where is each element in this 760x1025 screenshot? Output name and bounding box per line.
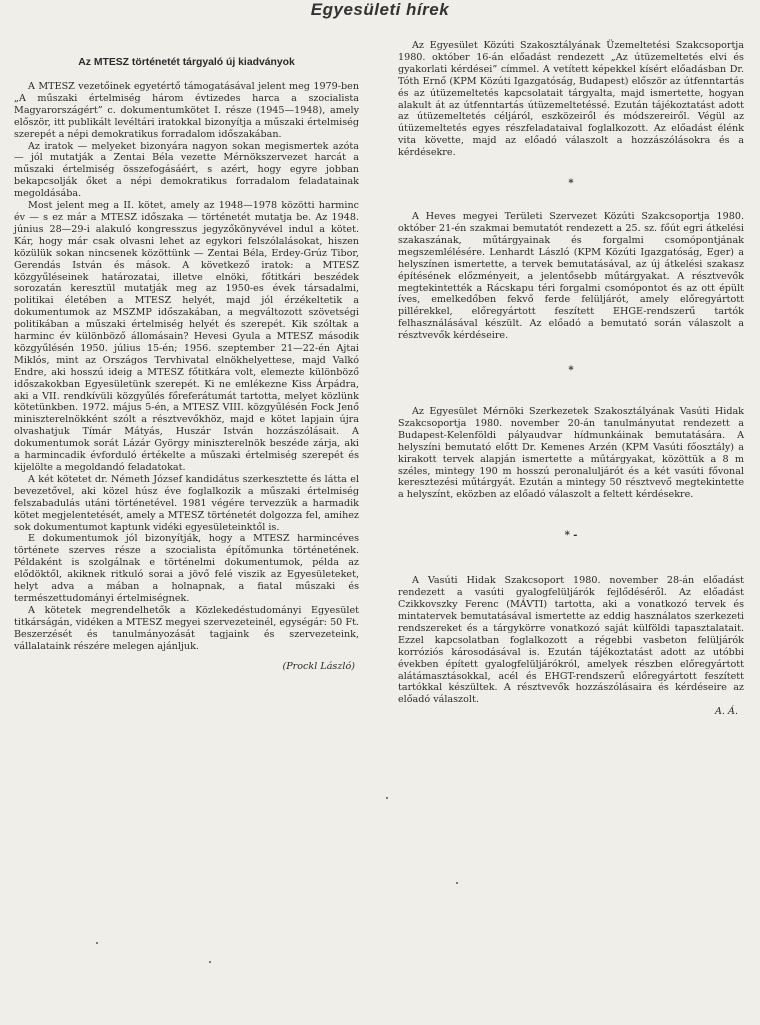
print-speck xyxy=(386,797,388,799)
left-column xyxy=(14,57,359,672)
paragraph: A kötetek megrendelhetők a Közlekedéstudományi Egyesület titkárságán, vidéken a MTESZ megyei szervezeteinél, egységár: 50 Ft. Beszerzését és tanulmányozását tagjaink és szervezeteink, vállalataink részére melegen ajánljuk. xyxy=(14,604,359,652)
paragraph: E dokumentumok jól bizonyítják, hogy a MTESZ harmincéves története szerves része a szocialista építőmunka történetének. Példaként is szolgálnak e történelmi dokumentumok, példa az elődöktől, akiknek ritkuló sorai a jövő felé viszik az Egyesületeket, helyt adva a mában a holnapnak, a fiatal műszaki és természettudományi értelmiségnek. xyxy=(14,533,359,604)
paragraph: A két kötetet dr. Németh József kandidátus szerkesztette és látta el bevezetővel, aki közel húsz éve foglalkozik a műszaki értelmiség felszabadulás utáni történetével. 1981 végére tervezzük a harmadik kötet megjelentetését, amely a MTESZ történetét dolgozza fel, amihez sok dokumentumot kaptunk vidéki egyesületeinktől is. xyxy=(14,473,359,533)
news-item: Az Egyesület Mérnöki Szerkezetek Szakosztályának Vasúti Hidak Szakcsoportja 1980. november 20-án tanulmányutat rendezett a Budapest-Kelenföldi pályaudvar hídmunkáinak bemutatására. A helyszíni bemutató előtt Dr. Kemenes Arzén (KPM Vasúti főosztály) a kirakott tervek alapján ismertette a műtárgyakat, közöttük a 8 m széles, mintegy 190 m hosszú peronaluljárót és a két vasúti fővonal keresztezési műtárgyát. Ezután a mintegy 50 résztvevő megtekintette a helyszínt, eközben az előadó válaszolt a feltett kérdésekre. xyxy=(398,406,744,501)
page-header xyxy=(0,0,760,22)
print-speck xyxy=(96,942,98,944)
print-speck xyxy=(209,961,211,963)
separator: * xyxy=(568,178,574,190)
news-item: A Heves megyei Területi Szervezet Közúti Szakcsoportja 1980. október 21-én szakmai bemutatót rendezett a 25. sz. főút egri átkelési szakaszának, műtárgyainak és forgalmi csomópontjának megszemlélésére. Lenhardt László (KPM Közúti Igazgatóság, Eger) a helyszínen ismertette, a tervek bemutatásával, az új átkelési szakasz építésének előzményeit, a jelentősebb műtárgyakat. A résztvevők megtekintették a Rácskapu téri forgalmi csomópontot és az ott épült íves, emelkedőben fekvő ferde felüljárót, amely előregyártott pillérekkel, előregyártott feszített EHGE-rendszerű tartók felhasználásával készült. Az előadó a bemutató során válaszolt a résztvevők kérdéseire. xyxy=(398,211,744,342)
paragraph: Az iratok — melyeket bizonyára nagyon sokan megismertek azóta — jól mutatják a Zentai Béla vezette Mérnökszervezet harcát a műszaki értelmiség összefogásáért, s azért, hogy egyre jobban bekapcsolják őket a népi demokratikus forradalom feladatainak megoldásába. xyxy=(14,140,359,200)
news-item: Az Egyesület Közúti Szakosztályának Üzemeltetési Szakcsoportja 1980. október 16-án előadást rendezett „Az útüzemeltetés elvi és gyakorlati kérdései” címmel. A vetített képekkel kísért előadásban Dr. Tóth Ernő (KPM Közúti Igazgatóság, Budapest) először az útfenntartás és az útüzemeltetés kapcsolatait tárgyalta, majd ismertette, hogyan alakult át az útfenntartás útüzemeltetéssé. Ezután tájékoztatást adott az útüzemeltetés céljáról, eszközeiről és módszereiről. Végül az útüzemeltetés egyes részfeladataival foglalkozott. Az előadást élénk vita követte, majd az előadó válaszolt a hozzászólásokra és a kérdésekre. xyxy=(398,40,744,159)
print-speck xyxy=(456,882,458,884)
author-signature: (Prockl László) xyxy=(282,660,355,672)
news-item: A Vasúti Hidak Szakcsoport 1980. november 28-án előadást rendezett a vasúti gyalogfelüljárók fejlődéséről. Az előadást Czikkovszky Ferenc (MÁVTI) tartotta, aki a vonatkozó tervek és mintatervek bemutatásával ismertette az eddig használatos szerkezeti rendszereket és a tárgykörre vonatkozó saját külföldi tapasztalatait. Ezzel kapcsolatban foglalkozott a régebbi vasbeton felüljárók korróziós károsodásával is. Ezután tájékoztatást adott az utóbbi években épített gyalogfelüljárókról, amelyek részben előregyártott alátámasztásokkal, acél és EHGT-rendszerű előregyártott feszített tartókkal készültek. A résztvevők hozzászólásaira és kérdéseire az előadó válaszolt. xyxy=(398,575,744,706)
paragraph: Most jelent meg a II. kötet, amely az 1948—1978 közötti harminc év — s ez már a MTESZ időszaka — történetét mutatja be. Az 1948. június 28—29-i alakuló kongresszus jegyzőkönyvével indul a kötet. Kár, hogy már csak olvasni lehet az egykori felszólalásokat, hiszen közülük sokan nincsenek közöttünk — Zentai Béla, Erdey-Grúz Tibor, Gerendás István és mások. A következő iratok: a MTESZ közgyűléseinek határozatai, illetve elnöki, főtitkári beszédek sorozatán keresztül mutatják meg az 1950-es évek társadalmi, politikai életében a MTESZ helyét, majd jól érzékeltetik a dokumentumok az MSZMP időszakában, a megváltozott szövetségi politikában a műszaki értelmiség helyét és szerepét. Kik szóltak a harminc év különböző állomásain? Hevesi Gyula a MTESZ második közgyűlésén 1950. július 15-én; 1956. szeptember 21—22-én Ajtai Miklós, mint az Országos Tervhivatal elnökhelyettese, majd Valkó Endre, aki hosszú ideig a MTESZ főtitkára volt, elemezte különböző időszakokban Egyesületünk szerepét. Ki ne emlékezne Kiss Árpádra, aki a VII. rendkívüli közgyűlés főreferátumát tartotta, melyet közlünk kötetünkben. 1972. május 5-én, a MTESZ VIII. közgyűlésén Fock Jenő miniszterelnökként szólt a résztvevőkhöz, majd e kötet lapjain újra olvashatjuk Tímár Mátyás, Huszár István hozzászólásait. A dokumentumok sorát Lázár György miniszterelnök beszéde zárja, aki a harmincadik évforduló értékelte a műszaki értelmiség szerepét és kijelölte a megoldandó feladatokat. xyxy=(14,200,359,473)
right-column xyxy=(398,40,744,718)
article-title: Az MTESZ történetét tárgyaló új kiadványok xyxy=(78,57,295,68)
separator: * - xyxy=(564,530,578,542)
author-signature: A. Á. xyxy=(714,706,738,718)
paragraph: A MTESZ vezetőinek egyetértő támogatásával jelent meg 1979-ben „A műszaki értelmiség három évtizedes harca a szocialista Magyarországért” c. dokumentumkötet I. része (1945—1948), amely először, itt publikált levéltári iratokkal bizonyítja a műszaki értelmiség szerepét a népi demokratikus forradalom időszakában. xyxy=(14,81,359,140)
section-title: Egyesületi hírek xyxy=(310,0,450,19)
separator: * xyxy=(568,365,574,377)
